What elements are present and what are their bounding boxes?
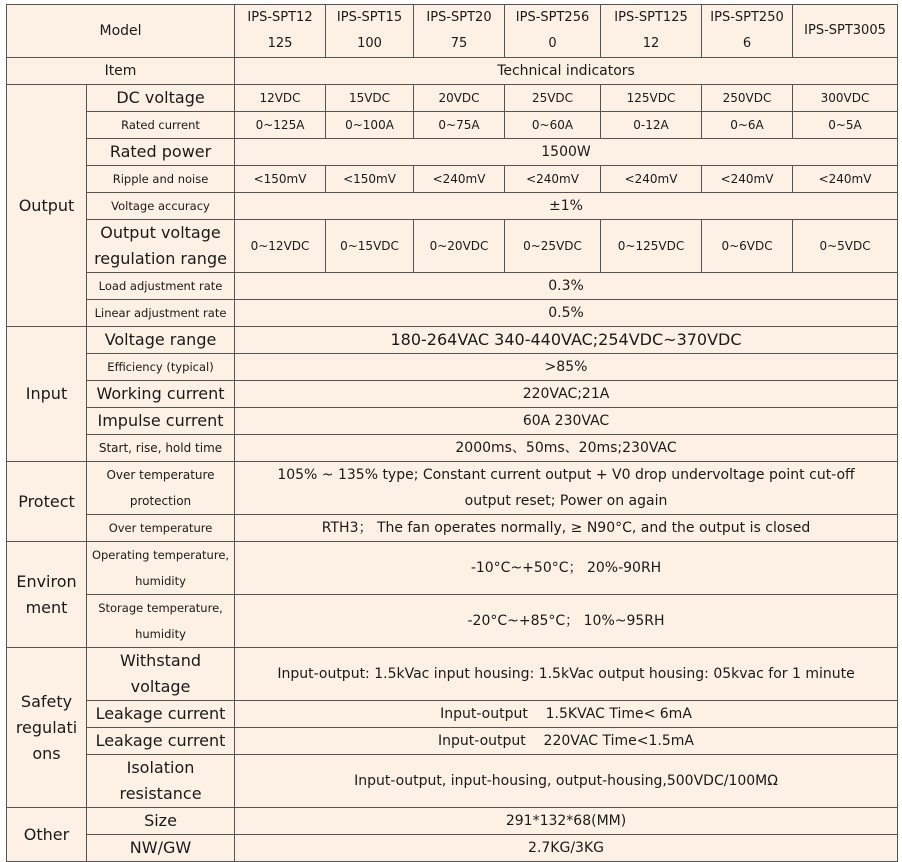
table-row: [7, 701, 898, 728]
table-row: [7, 462, 898, 515]
value-cell: 0~6VDC: [702, 220, 793, 273]
table-row: [7, 728, 898, 755]
value-cell: Input-output 1.5KVAC Time< 6mA: [235, 701, 898, 728]
group-output: Output: [7, 85, 87, 327]
value-cell: -20°C~+85°C； 10%~95RH: [235, 595, 898, 648]
item-header: Item: [7, 58, 235, 85]
row-label: Start, rise, hold time: [87, 435, 235, 462]
value-cell: 0~100A: [326, 112, 414, 139]
value-cell: 12VDC: [235, 85, 326, 112]
group-protect: Protect: [7, 462, 87, 542]
row-label: DC voltage: [87, 85, 235, 112]
model-cell: IPS-SPT20 75: [414, 5, 505, 58]
value-cell: 0~20VDC: [414, 220, 505, 273]
row-label: Linear adjustment rate: [87, 300, 235, 327]
value-cell: 220VAC;21A: [235, 381, 898, 408]
table-row: [7, 273, 898, 300]
row-label: Withstand voltage: [87, 648, 235, 701]
value-cell: 20VDC: [414, 85, 505, 112]
row-label: NW/GW: [87, 835, 235, 862]
table-row: [7, 515, 898, 542]
value-cell: 25VDC: [505, 85, 601, 112]
group-environment: Environ ment: [7, 542, 87, 648]
tech-header: Technical indicators: [235, 58, 898, 85]
table-row: [7, 85, 898, 112]
table-row: [7, 542, 898, 595]
table-row: [7, 435, 898, 462]
row-label: Size: [87, 808, 235, 835]
table-row: [7, 808, 898, 835]
row-label: Output voltage regulation range: [87, 220, 235, 273]
value-cell: Input-output: 1.5kVac input housing: 1.5kVac output housing: 05kvac for 1 minute: [235, 648, 898, 701]
header-model-row: [7, 5, 898, 58]
value-cell: 0~5A: [793, 112, 898, 139]
row-label: Over temperature: [87, 515, 235, 542]
value-cell: 2000ms、50ms、20ms;230VAC: [235, 435, 898, 462]
row-label: Ripple and noise: [87, 166, 235, 193]
value-cell: 0~25VDC: [505, 220, 601, 273]
table-row: [7, 381, 898, 408]
table-row: [7, 327, 898, 354]
row-label: Leakage current: [87, 728, 235, 755]
value-cell: 105% ~ 135% type; Constant current output + V0 drop undervoltage point cut-off output reset; Power on again: [235, 462, 898, 515]
table-row: [7, 408, 898, 435]
spec-table: [6, 4, 898, 862]
table-row: [7, 112, 898, 139]
value-cell: 2.7KG/3KG: [235, 835, 898, 862]
row-label: Isolation resistance: [87, 755, 235, 808]
value-cell: <240mV: [702, 166, 793, 193]
row-label: Voltage accuracy: [87, 193, 235, 220]
value-cell: 60A 230VAC: [235, 408, 898, 435]
table-row: [7, 755, 898, 808]
value-cell: 250VDC: [702, 85, 793, 112]
model-cell: IPS-SPT3005: [793, 5, 898, 58]
value-cell: Input-output 220VAC Time<1.5mA: [235, 728, 898, 755]
value-cell: 1500W: [235, 139, 898, 166]
model-cell: IPS-SPT12 125: [235, 5, 326, 58]
row-label: Efficiency (typical): [87, 354, 235, 381]
value-cell: Input-output, input-housing, output-housing,500VDC/100MΩ: [235, 755, 898, 808]
table-row: [7, 835, 898, 862]
group-input: Input: [7, 327, 87, 462]
value-cell: 300VDC: [793, 85, 898, 112]
table-row: [7, 595, 898, 648]
row-label: Rated current: [87, 112, 235, 139]
model-cell: IPS-SPT256 0: [505, 5, 601, 58]
value-cell: 291*132*68(MM): [235, 808, 898, 835]
row-label: Operating temperature, humidity: [87, 542, 235, 595]
table-row: [7, 648, 898, 701]
value-cell: <150mV: [326, 166, 414, 193]
value-cell: 0~6A: [702, 112, 793, 139]
model-cell: IPS-SPT15 100: [326, 5, 414, 58]
model-cell: IPS-SPT125 12: [601, 5, 702, 58]
value-cell: RTH3； The fan operates normally, ≥ N90°C, and the output is closed: [235, 515, 898, 542]
row-label: Leakage current: [87, 701, 235, 728]
header-item-row: [7, 58, 898, 85]
value-cell: 0~125VDC: [601, 220, 702, 273]
value-cell: 125VDC: [601, 85, 702, 112]
table-row: [7, 193, 898, 220]
value-cell: 0~75A: [414, 112, 505, 139]
value-cell: 0~15VDC: [326, 220, 414, 273]
table-row: [7, 300, 898, 327]
group-safety: Safety regulati ons: [7, 648, 87, 808]
table-row: [7, 166, 898, 193]
value-cell: 0~60A: [505, 112, 601, 139]
value-cell: <240mV: [505, 166, 601, 193]
value-cell: >85%: [235, 354, 898, 381]
row-label: Over temperature protection: [87, 462, 235, 515]
value-cell: 180-264VAC 340-440VAC;254VDC~370VDC: [235, 327, 898, 354]
value-cell: 0~125A: [235, 112, 326, 139]
model-header: Model: [7, 5, 235, 58]
value-cell: <150mV: [235, 166, 326, 193]
row-label: Load adjustment rate: [87, 273, 235, 300]
value-cell: 0~12VDC: [235, 220, 326, 273]
row-label: Working current: [87, 381, 235, 408]
value-cell: 15VDC: [326, 85, 414, 112]
group-other: Other: [7, 808, 87, 862]
row-label: Storage temperature, humidity: [87, 595, 235, 648]
value-cell: <240mV: [601, 166, 702, 193]
value-cell: <240mV: [793, 166, 898, 193]
value-cell: 0-12A: [601, 112, 702, 139]
value-cell: <240mV: [414, 166, 505, 193]
table-row: [7, 354, 898, 381]
row-label: Rated power: [87, 139, 235, 166]
table-row: [7, 139, 898, 166]
value-cell: 0.5%: [235, 300, 898, 327]
model-cell: IPS-SPT250 6: [702, 5, 793, 58]
row-label: Voltage range: [87, 327, 235, 354]
table-row: [7, 220, 898, 273]
value-cell: -10°C~+50°C； 20%-90RH: [235, 542, 898, 595]
value-cell: 0~5VDC: [793, 220, 898, 273]
value-cell: 0.3%: [235, 273, 898, 300]
row-label: Impulse current: [87, 408, 235, 435]
value-cell: ±1%: [235, 193, 898, 220]
